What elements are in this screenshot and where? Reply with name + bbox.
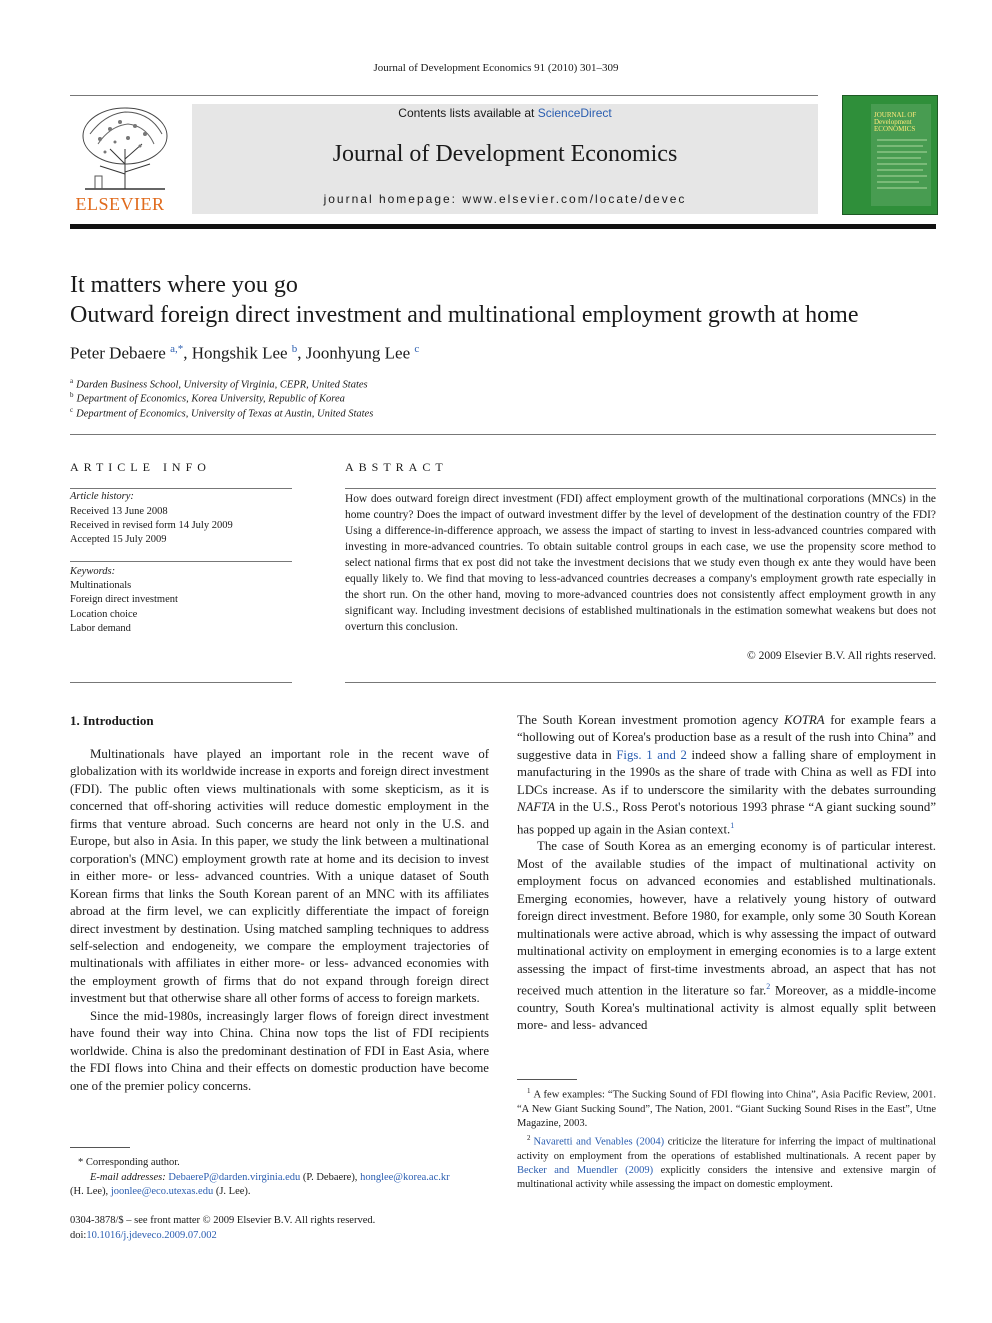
body-paragraph: Since the mid-1980s, increasingly larger flows of foreign direct investment have found their way into China. China now tops the list of FDI recipients worldwide. China is also the predominant destination of FDI in East Asia, where the FDI flows into China and their effects on domestic production have become one of the premier policy concerns. — [70, 1008, 489, 1093]
body-paragraph — [517, 838, 936, 1034]
affiliation-mark: a — [70, 377, 74, 385]
footnotes — [517, 1084, 936, 1192]
author-list: Peter Debaere $^{a,*}$, Hongshik Lee $^b$, Joonhyung Lee $^c$ — [70, 343, 420, 363]
article-info-rule — [70, 488, 292, 489]
abstract-heading: ABSTRACT — [345, 460, 448, 474]
author-name[interactable]: Peter Debaere — [70, 343, 166, 363]
footnote — [517, 1131, 936, 1192]
footnote-mark: * — [78, 1157, 84, 1168]
abstract-rule — [345, 488, 936, 489]
footnote-number: 2 — [527, 1134, 531, 1143]
email-label: E-mail addresses: — [90, 1171, 169, 1183]
text-run: for example fears a “hollowing out of Korea's production base as a result of the rush into China” and suggestive data in — [517, 713, 936, 762]
header-rule — [70, 95, 818, 96]
article-info-rule — [70, 561, 292, 562]
affiliation-text: Darden Business School, University of Virginia, CEPR, United States — [76, 379, 368, 391]
journal-homepage[interactable]: journal homepage: www.elsevier.com/locate/devec — [323, 192, 687, 206]
history-label: Article history: — [70, 491, 134, 502]
article-info-heading: ARTICLE INFO — [70, 460, 211, 474]
text-run: The South Korean investment promotion agency — [517, 713, 785, 727]
sciencedirect-link[interactable]: ScienceDirect — [537, 106, 612, 120]
article-subtitle: Outward foreign direct investment and multinational employment growth at home — [70, 302, 859, 328]
email-owner: (J. Lee). — [213, 1186, 251, 1197]
article-title: It matters where you go — [70, 272, 298, 298]
author-name[interactable]: Hongshik Lee — [191, 343, 288, 363]
keyword: Location choice — [70, 609, 138, 620]
footnote-ref[interactable]: 1 — [730, 820, 735, 830]
affiliation — [70, 377, 368, 391]
footnote-text: Corresponding author. — [85, 1157, 180, 1168]
author-affil-mark[interactable]: a,* — [170, 343, 184, 355]
history-item: Received in revised form 14 July 2009 — [70, 520, 233, 531]
email-link[interactable]: honglee@korea.ac.kr — [360, 1171, 450, 1183]
body-column-right — [517, 712, 936, 1035]
corresponding-author-note — [70, 1156, 495, 1200]
citation-link[interactable]: Navaretti and Venables (2004) — [533, 1136, 665, 1148]
email-owner: (H. Lee), — [70, 1186, 111, 1197]
keyword: Foreign direct investment — [70, 594, 178, 605]
history-item: Accepted 15 July 2009 — [70, 534, 167, 545]
text-run: NAFTA — [517, 800, 556, 815]
email-link[interactable]: DebaereP@darden.virginia.edu — [168, 1171, 301, 1183]
affiliation-text: Department of Economics, Korea University, Republic of Korea — [76, 393, 345, 405]
section-heading: 1. Introduction — [70, 713, 154, 728]
affiliation — [70, 391, 345, 405]
doi-link[interactable]: 10.1016/j.jdeveco.2009.07.002 — [86, 1229, 217, 1241]
footnote-rule — [517, 1079, 577, 1080]
contents-line — [192, 106, 818, 120]
footnote — [517, 1084, 936, 1131]
journal-title: Journal of Development Economics — [332, 141, 678, 167]
history-item: Received 13 June 2008 — [70, 506, 168, 517]
abstract-rule — [345, 682, 936, 683]
text-run: The case of South Korea as an emerging economy is of particular interest. Most of the available studies of the impact of multinational activity on employment focus on advanced economies and established multinationals. Emerging economies, however, have a relatively young history of outward foreign direct investment. Before 1980, for example, only some 30 South Korean multinationals were active abroad, which is why assessing the impact of outward multinational activity on employment in emerging economies is to a large extent assessing the impact of first-time investments abroad, an aspect that has not received much attention in the literature so far. — [517, 839, 936, 998]
doi-label: doi: — [70, 1229, 87, 1241]
affiliation-text: Department of Economics, University of Texas at Austin, United States — [76, 408, 374, 420]
citation-link[interactable]: Becker and Muendler (2009) — [517, 1165, 654, 1177]
front-matter-note — [70, 1214, 375, 1243]
keyword: Multinationals — [70, 580, 132, 591]
keyword: Labor demand — [70, 623, 131, 634]
affiliation-mark: c — [70, 406, 74, 414]
publisher-logo-text: ELSEVIER — [75, 194, 165, 214]
author-affil-mark[interactable]: b — [291, 343, 298, 355]
author-affil-mark[interactable]: c — [414, 343, 420, 355]
article-info-rule — [70, 682, 292, 683]
email-owner: (P. Debaere), — [300, 1171, 361, 1183]
footnote-text: criticize the literature for inferring the impact of multinational activity on employment from the operations of established multinationals. A recent paper by — [517, 1136, 936, 1162]
footnote-number: 1 — [527, 1087, 531, 1095]
footnote-ref[interactable]: 2 — [766, 982, 771, 992]
body-column-left — [70, 746, 489, 1095]
keywords-label: Keywords: — [70, 566, 116, 577]
text-run: Moreover, as a middle-income country, South Korea's multinational activity is almost equally split between more- and less- advanced — [517, 983, 937, 1033]
text-run: KOTRA — [784, 713, 825, 727]
section-rule — [70, 434, 936, 435]
copyright-line: © 2009 Elsevier B.V. All rights reserved. — [747, 650, 936, 662]
email-link[interactable]: joonlee@eco.utexas.edu — [110, 1186, 214, 1197]
journal-citation: Journal of Development Economics 91 (2010) 301–309 — [373, 62, 619, 74]
abstract-text: How does outward foreign direct investment (FDI) affect employment growth of the multinational corporations (MNCs) in the home country? Does the impact of outward investment differ by the level of development of the destination country of the FDI? Using a difference-in-difference approach, we assess the impact of starting to invest in less-advanced countries compared with investing in more-advanced countries. To obtain suitable control groups in each case, we use the propensity score method to select national firms that ex post did not take the investment decisions that we study even though ex ante they would have been equally likely to. We find that moving to less-advanced countries decreases a company's employment growth rate especially in the short run. On the other hand, moving to more-advanced countries does not consistently affect employment growth in any significant way. Including investment decisions of established multinationals in the estimation somewhat weakens but does not overturn this conclusion. — [345, 493, 936, 633]
footnote-text: explicitly considers the intensive and extensive margin of multinational activity while assessing the impact on domestic employment. — [517, 1165, 936, 1191]
footnote-text: A few examples: “The Sucking Sound of FDI flowing into China”, Asia Pacific Review, 2001. “A New Giant Sucking Sound”, The Nation, 2001. “Giant Sucking Sound Rises in the East”, Utne Magazine, 2003. — [517, 1089, 936, 1129]
text-run: in the U.S., Ross Perot's notorious 1993 phrase “A giant sucking sound” has popped up again in the Asian context. — [517, 800, 936, 836]
body-paragraph — [517, 712, 936, 838]
body-paragraph: Multinationals have played an important role in the recent wave of globalization with its worldwide increase in exports and foreign direct investment (FDI). The public often views multinationals with some skepticism, as it is concerned that off-shoring activities will reduce domestic employment in the firms that venture abroad. Such concerns are heard not only in the U.S. and Europe, but also in Asia. In this paper, we study the link between a multinational corporation's (MNC) employment growth rate at home and its decision to invest in either more- or less- advanced countries. With a unique dataset of South Korean firms that links the South Korean parent of an MNC with its affiliates abroad at the firm level, we can explicitly differentiate the impact of foreign direct investment by destination. Using matched sampling techniques to address self-selection and endogeneity, we compare the employment trajectories of multinationals with affiliates in either more- or less- advanced economies with the employment growth of firms that do not expand through foreign direct investment but that otherwise share all other forms of access to foreign markets. — [70, 747, 489, 1006]
author-name[interactable]: Joonhyung Lee — [305, 343, 411, 363]
text-run: indeed show a falling share of employment in manufacturing in the 1990s as the share of trade with China as well as FDI into LDCs increase. As if to underscore the similarity with the debates surrounding — [517, 747, 936, 797]
issn-line: 0304-3878/$ – see front matter © 2009 Elsevier B.V. All rights reserved. — [70, 1215, 376, 1226]
affiliation — [70, 406, 373, 420]
contents-prefix: Contents lists available at — [398, 106, 538, 120]
footnote-rule — [70, 1147, 130, 1148]
cover-title: JOURNAL OF Development ECONOMICS — [874, 111, 917, 133]
figure-link[interactable]: Figs. 1 and 2 — [616, 747, 687, 762]
header-thick-rule — [70, 224, 936, 229]
affiliation-mark: b — [70, 391, 74, 399]
